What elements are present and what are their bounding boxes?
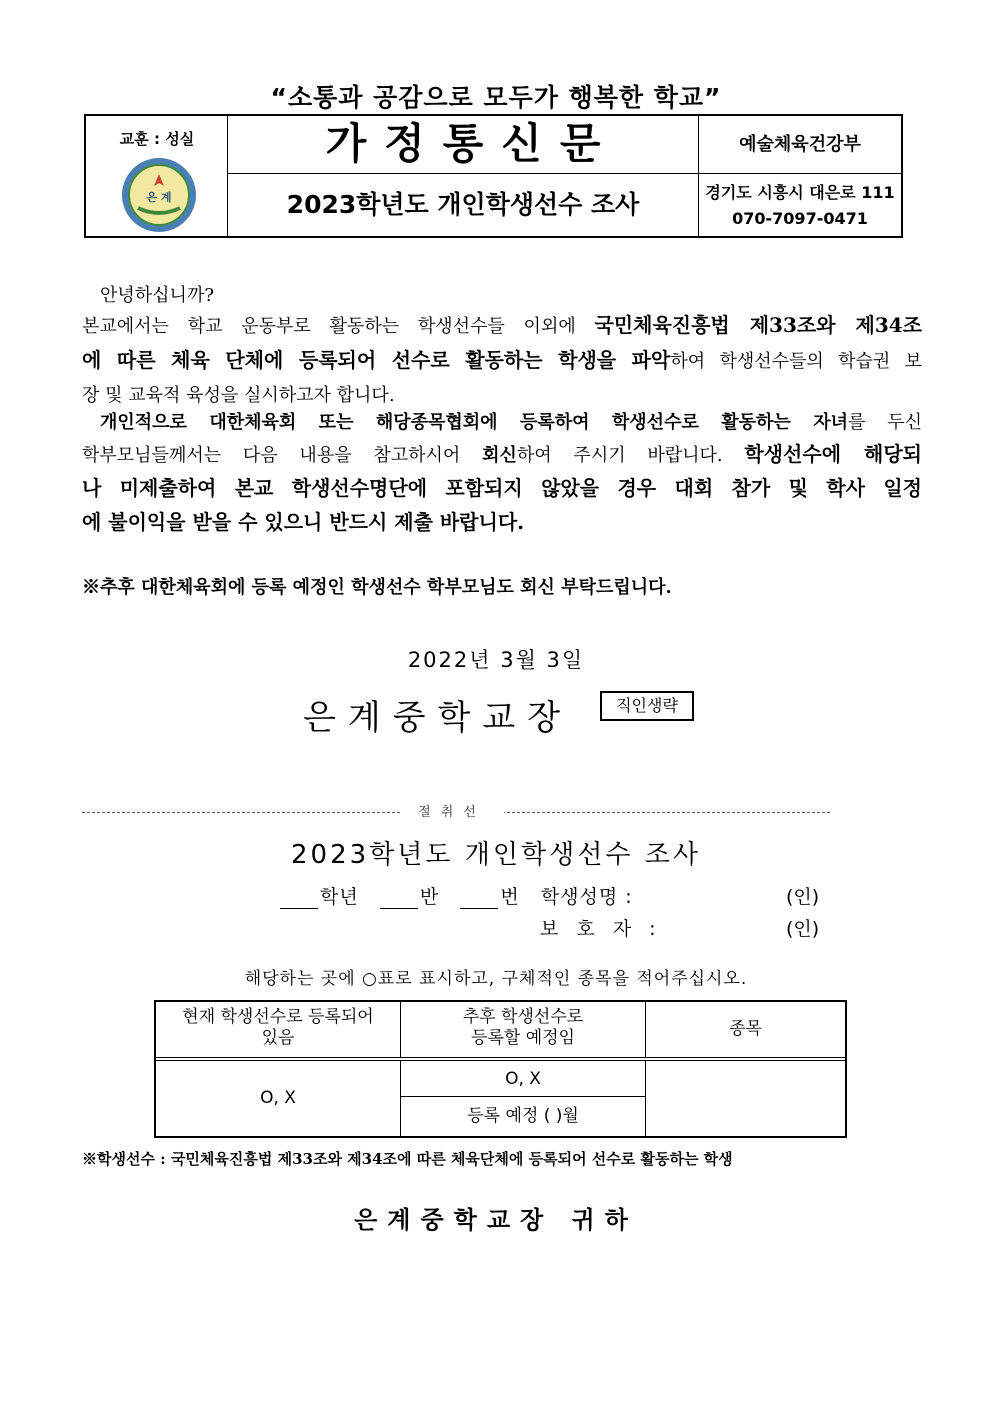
form-title: 2023학년도 개인학생선수 조사 [291,840,701,870]
paragraph-1-line-2 [82,343,922,379]
p2-text-a: 개인적으로 대한체육회 또는 해당종목협회에 등록하여 학생선수로 활동하는 자녀 [100,412,848,433]
paragraph-1-line-3: 장 및 교육적 육성을 실시하고자 합니다. [82,385,395,406]
planned-registration-cell[interactable]: O, X [401,1061,646,1097]
current-registration-cell[interactable]: O, X [156,1061,401,1136]
school-slogan: “소통과 공감으로 모두가 행복한 학교” [270,83,722,112]
footnote: ※학생선수 : 국민체육진흥법 제33조와 제34조에 따른 체육단체에 등록되어 선수로 활동하는 학생 [82,1150,733,1168]
paragraph-2-line-1 [100,405,922,440]
letter-header [84,114,903,238]
seal-text: 은 계 [146,191,172,204]
title-cell [228,116,699,174]
number-blank[interactable] [460,890,498,909]
paragraph-2-line-4: 에 불이익을 받을 수 있으니 반드시 제출 바랍니다. [82,510,525,534]
header-line: 현재 학생선수로 등록되어 [182,1007,374,1027]
p1-text-c: 에 따른 체육 단체에 등록되어 선수로 활동하는 학생을 파악 [82,348,671,372]
cut-label: 절취선 [400,801,504,820]
guardian-label: 보 호 자 : [540,918,662,940]
notice-text: ※추후 대한체육회에 등록 예정인 학생선수 학부모님도 회신 부탁드립니다. [82,577,672,598]
p1-text-b: 국민체육진흥법 제33조와 제34조 [594,313,922,337]
p2-text-b: 를 두신 [847,412,923,433]
grade-blank[interactable] [280,890,318,909]
greeting: 안녕하십니까? [100,285,214,306]
stamp-omitted-box: 직인생략 [600,691,694,721]
school-phone: 070-7097-0471 [732,209,868,228]
p1-text-a: 본교에서는 학교 운동부로 활동하는 학생선수들 이외에 [82,316,595,337]
letter-subtitle: 2023학년도 개인학생선수 조사 [286,190,640,219]
paragraph-2-line-3: 나 미제출하여 본교 학생선수명단에 포함되지 않았을 경우 대회 참가 및 학사 일정 [82,476,922,500]
sport-cell[interactable] [646,1061,845,1136]
number-label: 번 [500,886,520,908]
p2-text-f: 학생선수에 해당되 [744,442,922,466]
department: 예술체육건강부 [699,116,901,174]
principal-name: 은계중학교장 [303,698,573,738]
grade-label: 학년 [320,886,359,908]
p2-text-d: 회신 [482,445,517,466]
header-line: 추후 학생선수로 [462,1007,584,1027]
survey-table [154,1000,847,1138]
header-planned-registration [401,1002,646,1057]
student-seal-mark: (인) [786,886,820,908]
form-instruction: 해당하는 곳에 ○표로 표시하고, 구체적인 종목을 적어주십시오. [244,969,748,989]
contact-cell [699,174,901,236]
planned-month-cell[interactable]: 등록 예정 ( )월 [401,1097,646,1136]
paragraph-1-line-1 [82,308,922,344]
guardian-seal-mark: (인) [786,918,820,940]
header-sport: 종목 [729,1019,762,1039]
p2-text-e: 하여 주시기 바랍니다. [516,445,745,466]
school-motto: 교훈 : 성실 [119,130,195,148]
header-line: 등록할 예정임 [471,1028,575,1048]
addressee: 은계중학교장 귀하 [354,1205,638,1234]
student-info-line [280,882,633,909]
issue-date: 2022년 3월 3일 [407,648,585,672]
header-currently-registered [156,1002,401,1057]
p1-text-d: 하여 학생선수들의 학습권 보 [670,351,922,372]
class-blank[interactable] [380,890,418,909]
logo-cell [86,116,228,236]
paragraph-2-line-2 [82,437,922,473]
letter-title: 가정통신문 [325,119,619,168]
school-seal-icon [120,156,198,234]
subtitle-cell [228,174,699,236]
student-name-label: 학생성명 : [540,886,633,908]
class-label: 반 [419,886,440,908]
header-line: 있음 [261,1028,295,1048]
school-address: 경기도 시흥시 대은로 111 [705,183,895,202]
p2-text-c: 학부모님들께서는 다음 내용을 참고하시어 [82,445,483,466]
